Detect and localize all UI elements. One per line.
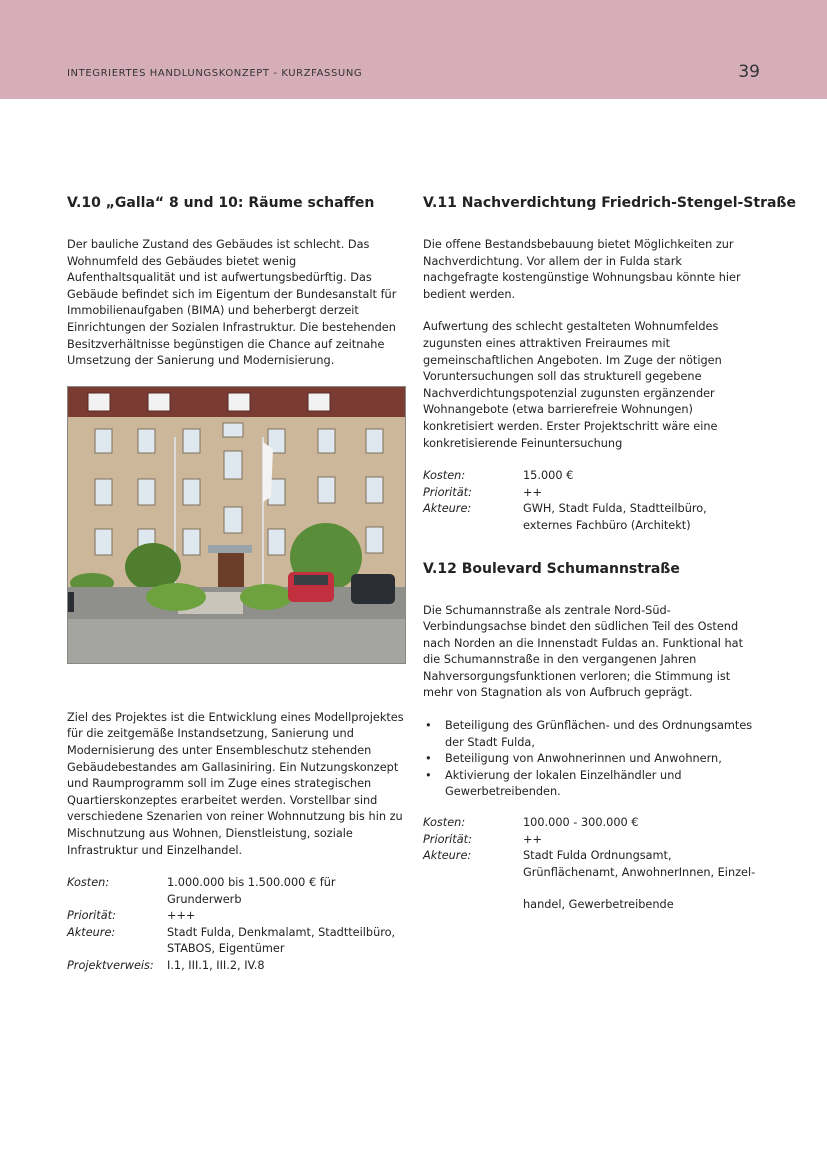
actors-value: Stadt Fulda, Denkmalamt, Stadtteilbüro, STABOS, Eigentümer: [167, 925, 396, 956]
left-column: [67, 195, 405, 989]
actors-value-continued: handel, Gewerbetreibende: [523, 898, 674, 912]
project-reference-label: Projektverweis:: [67, 959, 154, 973]
priority-value: ++: [523, 485, 542, 499]
costs-label: Kosten:: [423, 469, 466, 483]
costs-value: 1.000.000 bis 1.500.000 € für Grunderwerb: [167, 876, 336, 906]
list-item: • Beteiligung von Anwohnerinnen und Anwohnern,: [423, 751, 759, 768]
goal-paragraph: Ziel des Projektes ist die Entwicklung eines Modellprojektes für die zeitgemäße Instandsetzung, Sanierung und Modernisierung des unter Ensembleschutz stehenden Gebäudebestandes am Gallasiniring. Ein Nutzungskonzept und Raumprogramm soll im Zuge eines strategischen Quartierskonzeptes erarbeitet werden. Vorstellbar sind verschiedene Szenarien von reiner Wohnnutzung bis hin zu Mischnutzung aus Wohnen, Dienstleistung, soziale Infrastruktur und Einzelhandel.: [67, 710, 404, 857]
section-heading-v10: V.10 „Galla“ 8 und 10: Räume schaffen: [67, 195, 375, 211]
project-meta-v11: [423, 468, 759, 534]
project-meta-v12: [423, 815, 759, 914]
intro-paragraph: Der bauliche Zustand des Gebäudes ist schlecht. Das Wohnumfeld des Gebäudes bietet wenig Aufenthaltsqualität und ist aufwertungsbedürftig. Das Gebäude befindet sich im Eigentum der Bundesanstalt für Immobilienaufgaben (BIMA) und beherbergt derzeit Einrichtungen der Sozialen Infrastruktur. Die bestehenden Besitzverhältnisse begünstigen die Chance auf zeitnahe Umsetzung der Sanierung und Modernisierung.: [67, 238, 397, 368]
project-reference-value: I.1, III.1, III.2, IV.8: [167, 959, 265, 973]
list-item: • Aktivierung der lokalen Einzelhändler und Gewerbetreibenden.: [423, 768, 759, 801]
section-heading-v11: V.11 Nachverdichtung Friedrich-Stengel-Straße: [423, 195, 796, 211]
costs-value: 100.000 - 300.000 €: [523, 816, 639, 830]
priority-label: Priorität:: [423, 485, 472, 499]
priority-value: ++: [523, 832, 542, 846]
costs-label: Kosten:: [423, 816, 466, 830]
priority-value: +++: [167, 909, 196, 923]
page-number: 39: [738, 62, 760, 82]
document-title: INTEGRIERTES HANDLUNGSKONZEPT - KURZFASSUNG: [67, 68, 363, 79]
actors-spacer: [523, 881, 759, 897]
actors-label: Akteure:: [423, 502, 472, 516]
building-illustration: [68, 387, 405, 663]
project-meta-v10: [67, 875, 405, 975]
costs-value: 15.000 €: [523, 469, 574, 483]
costs-label: Kosten:: [67, 876, 110, 890]
actors-label: Akteure:: [423, 849, 472, 863]
priority-label: Priorität:: [423, 832, 472, 846]
building-photo: [67, 386, 406, 664]
actors-value: GWH, Stadt Fulda, Stadtteilbüro, externes Fachbüro (Architekt): [523, 502, 707, 532]
page-header: [0, 0, 827, 99]
actors-spacer: [423, 881, 523, 897]
list-item: • Beteiligung des Grünflächen- und des Ordnungsamtes der Stadt Fulda,: [423, 718, 759, 751]
actors-value: Stadt Fulda Ordnungsamt, Grünflächenamt, AnwohnerInnen, Einzel-: [523, 849, 756, 879]
v11-paragraph-1: Die offene Bestandsbebauung bietet Möglichkeiten zur Nachverdichtung. Vor allem der in Fulda stark nachgefragte kostengünstige Wohnungsbau könnte hier bedient werden.: [423, 238, 741, 301]
v11-paragraph-2: Aufwertung des schlecht gestalteten Wohnumfeldes zugunsten eines attraktiven Freiraumes mit gemeinschaftlichen Angeboten. Im Zuge der nötigen Voruntersuchungen soll das strukturell gegebene Nachverdichtungspotenzial zugunsten ergänzender Wohnangebote (etwa barrierefreie Wohnungen) konkretisiert werden. Erster Projektschritt wäre eine konkretisierende Feinuntersuchung: [423, 320, 722, 450]
priority-label: Priorität:: [67, 909, 116, 923]
v12-bullet-list: [423, 718, 759, 801]
actors-spacer: [423, 897, 523, 914]
actors-label: Akteure:: [67, 925, 116, 939]
section-heading-v12: V.12 Boulevard Schumannstraße: [423, 560, 680, 577]
right-column: [423, 195, 796, 928]
v12-paragraph-1: Die Schumannstraße als zentrale Nord-Süd-Verbindungsachse bindet den südlichen Teil des Ostend nach Norden an die Innenstadt Fuldas an. Funktional hat die Schumannstraße in den vergangenen Jahren Nahversorgungsfunktionen verloren; die Stimmung ist mehr von Stagnation als von Aufbruch geprägt.: [423, 603, 743, 700]
